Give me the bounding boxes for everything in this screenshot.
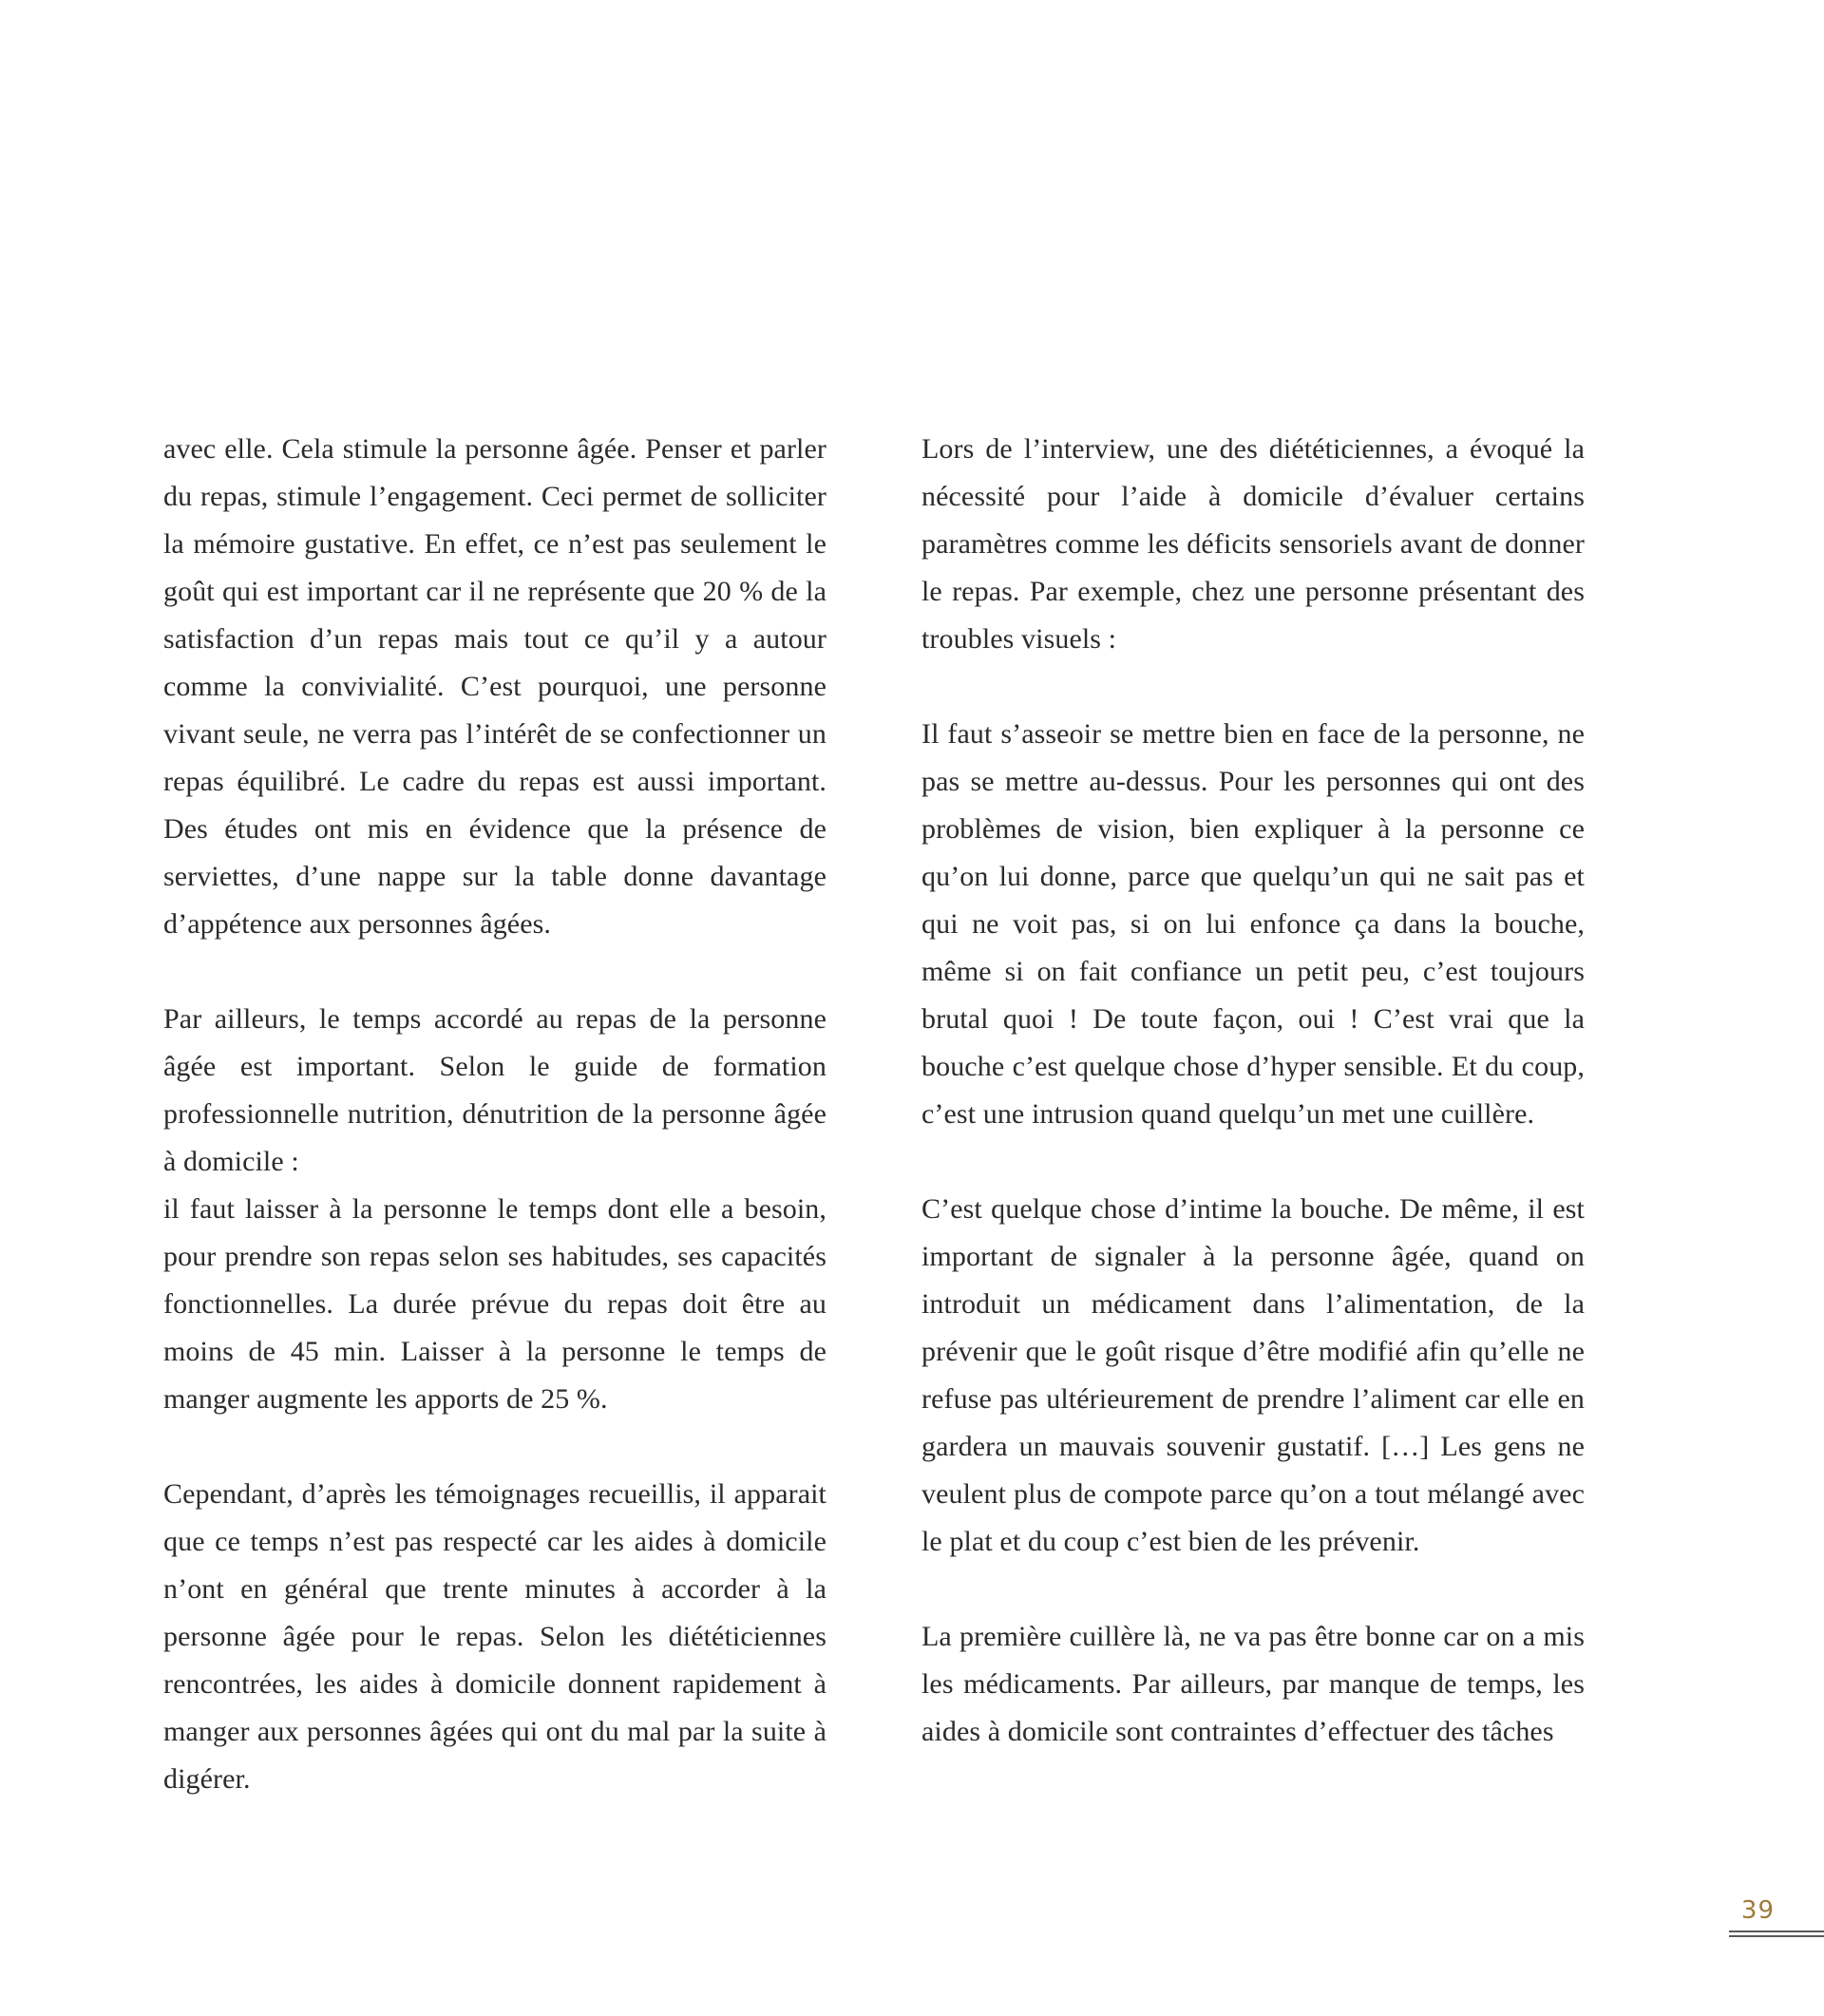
rule-line [1729, 1930, 1824, 1932]
quote-paragraph: C’est quelque chose d’intime la bouche. De même, il est important de signaler à la personne âgée, quand on introduit un médicament dans l’alimentation, de la prévenir que le goût risque d’être modifié afin qu’elle ne refuse pas ultérieurement de prendre l’aliment car elle en gardera un mauvais souvenir gustatif. […] Les gens ne veulent plus de compote parce qu’on a tout mélangé avec le plat et du coup c’est bien de les prévenir. [922, 1193, 1585, 1557]
left-text-column [163, 426, 826, 1803]
paragraph: Cependant, d’après les témoignages recueillis, il apparait que ce temps n’est pas respecté car les aides à domicile n’ont en général que trente minutes à accorder à la personne âgée pour le repas. Selon les diététiciennes rencontrées, les aides à domicile donnent rapidement à manger aux personnes âgées qui ont du mal par la suite à digérer. [163, 1478, 826, 1795]
paragraph: La première cuillère là, ne va pas être bonne car on a mis les médicaments. Par ailleurs, par manque de temps, les aides à domicile sont contraintes d’effectuer des tâches [922, 1621, 1585, 1747]
paragraph: avec elle. Cela stimule la personne âgée. Penser et parler du repas, stimule l’engagement. Ceci permet de solliciter la mémoire gustative. En effet, ce n’est pas seulement le goût qui est important car il ne représente que 20 % de la satisfaction d’un repas mais tout ce qu’il y a autour comme la convivialité. C’est pourquoi, une personne vivant seule, ne verra pas l’intérêt de se confectionner un repas équilibré. Le cadre du repas est aussi important. Des études ont mis en évidence que la présence de serviettes, d’une nappe sur la table donne davantage d’appétence aux personnes âgées. [163, 433, 826, 940]
right-text-column [922, 426, 1585, 1756]
page-number-rule [1729, 1930, 1824, 1940]
page-number: 39 [1740, 1896, 1775, 1925]
quote-paragraph: Il faut s’asseoir se mettre bien en face de la personne, ne pas se mettre au-dessus. Pour les personnes qui ont des problèmes de vision, bien expliquer à la personne ce qu’on lui donne, parce que quelqu’un qui ne sait pas et qui ne voit pas, si on lui enfonce ça dans la bouche, même si on fait confiance un petit peu, c’est toujours brutal quoi ! De toute façon, oui ! C’est vrai que la bouche c’est quelque chose d’hyper sensible. Et du coup, c’est une intrusion quand quelqu’un met une cuillère. [922, 718, 1585, 1130]
paragraph: Lors de l’interview, une des diététiciennes, a évoqué la nécessité pour l’aide à domicile d’évaluer certains paramètres comme les déficits sensoriels avant de donner le repas. Par exemple, chez une personne présentant des troubles visuels : [922, 433, 1585, 655]
rule-line [1729, 1935, 1824, 1937]
paragraph: il faut laisser à la personne le temps dont elle a besoin, pour prendre son repas selon ses habitudes, ses capacités fonctionnelles. La durée prévue du repas doit être au moins de 45 min. Laisser à la personne le temps de manger augmente les apports de 25 %. [163, 1193, 826, 1415]
paragraph: Par ailleurs, le temps accordé au repas de la personne âgée est important. Selon le guide de formation professionnelle nutrition, dénutrition de la personne âgée à domicile : [163, 1003, 826, 1177]
